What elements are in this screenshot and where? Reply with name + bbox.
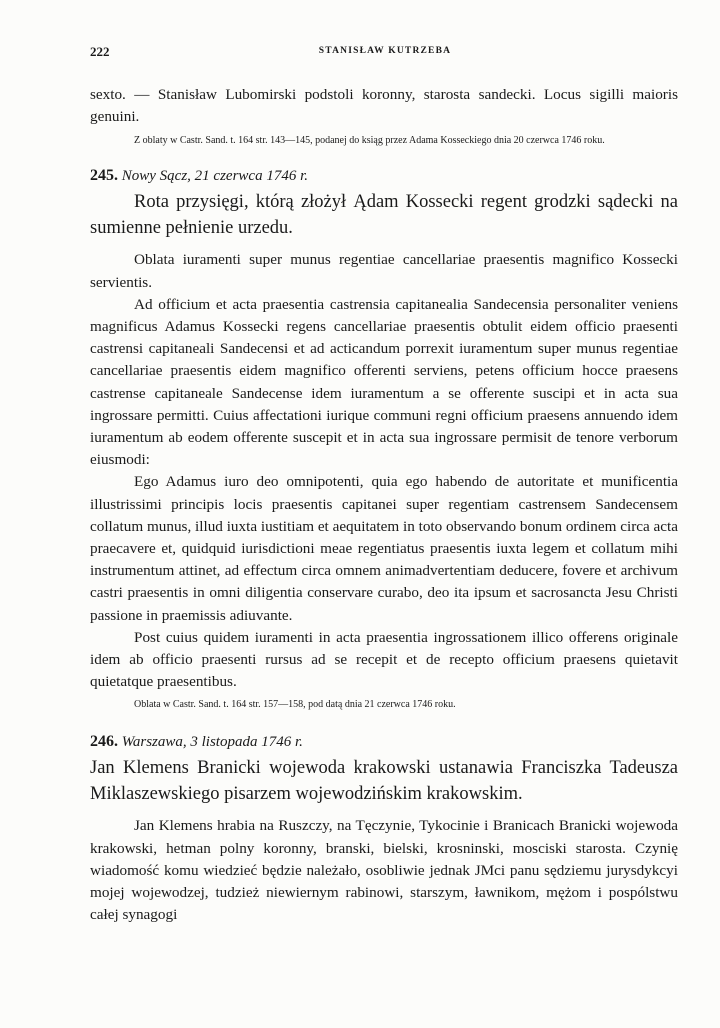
paragraph: Ad officium et acta praesentia castrensia capitanealia Sandecensia personaliter veniens magnificus Adamus Kossecki regens cancellariae praesentis obtulit eidem officio praesenti castrensi capitaneali Sandecensi et ad acticandum porrexit iuramentum super munus regentiae cancellariae praesentis eidem magnifico offerenti serviens, petens officium hocce praesens castrense capitaneale Sandecense idem iuramentum a se offerente suscipi et in acta sua ingrossare permitti. Cuius affectationi iurique communi regni officium praesens annuendo idem iuramentum ab eodem offerente suscepit et in acta sua ingrossare permisit de tenore verborum eiusmodi: xyxy=(90,295,678,469)
running-title: STANISŁAW KUTRZEBA xyxy=(318,46,452,56)
paragraph: Ego Adamus iuro deo omnipotenti, quia ego habendo de autoritate et munificentia illustrissimi principis locis praesentis capitanei super regentiam castrensem Sandecensem collatum munus, illud iuxta iustitiam et aequitatem in toto observando bonum ordinem circa acta praecavere et, quidquid iurisdictioni meae regentiatus praesentis iuxta legem et collatum mihi instrumentum attinet, ad effectum circa omnem animadvertentiam deducere, fovere et archivum castri praesentis in omni diligentia conservare curabo, deo ita ipsum et sacrosancta Jesu Christi passione in praemissis adiuvante. xyxy=(90,473,678,624)
page-header xyxy=(90,44,680,64)
doc-heading-246 xyxy=(90,733,678,751)
doc-title: Jan Klemens Branicki wojewoda krakowski ustanawia Franciszka Tadeusza Miklaszewskiego pisarzem wojewodzińskim krakowskim. xyxy=(90,758,678,805)
page-number: 222 xyxy=(90,44,110,59)
doc-number: 246. xyxy=(90,733,118,751)
doc-place-date: Warszawa, 3 listopada 1746 r. xyxy=(121,734,303,751)
continuation-text: sexto. — Stanisław Lubomirski podstoli koronny, starosta sandecki. Locus sigilli maioris genuini. xyxy=(90,86,678,126)
source-note: Z oblaty w Castr. Sand. t. 164 str. 143—145, podanej do ksiąg przez Adama Kosseckiego dnia 20 czerwca 1746 roku. xyxy=(134,135,605,147)
doc-number: 245. xyxy=(90,167,118,185)
source-note: Oblata w Castr. Sand. t. 164 str. 157—158, pod datą dnia 21 czerwca 1746 roku. xyxy=(134,699,456,711)
paragraph: Post cuius quidem iuramenti in acta praesentia ingrossationem illico offerens originale idem ab officio praesenti rursus ad se recepit et de recepto officium praesens quietavit quietatque praesentibus. xyxy=(90,628,678,691)
paragraph: Jan Klemens hrabia na Ruszczy, na Tęczynie, Tykocinie i Branicach Branicki wojewoda krakowski, hetman polny koronny, branski, bielski, krosninski, mosciski starosta. Czynię wiadomość komu wiedzieć będzie należało, osobliwie jednak JMci panu sędziemu jurysdykcyi mojej wojewodzej, tudzież niewiernym rabinowi, starszym, ławnikom, mężom i pospólstwu całej synagogi xyxy=(90,817,678,924)
paragraph: Oblata iuramenti super munus regentiae cancellariae praesentis magnifico Kossecki servientis. xyxy=(90,251,678,291)
page-body xyxy=(90,84,678,926)
doc-place-date: Nowy Sącz, 21 czerwca 1746 r. xyxy=(121,168,308,185)
doc-title: Rota przysięgi, którą złożył Ądam Kossecki regent grodzki sądecki na sumienne pełnienie urzedu. xyxy=(90,192,678,239)
doc-heading-245 xyxy=(90,167,678,185)
